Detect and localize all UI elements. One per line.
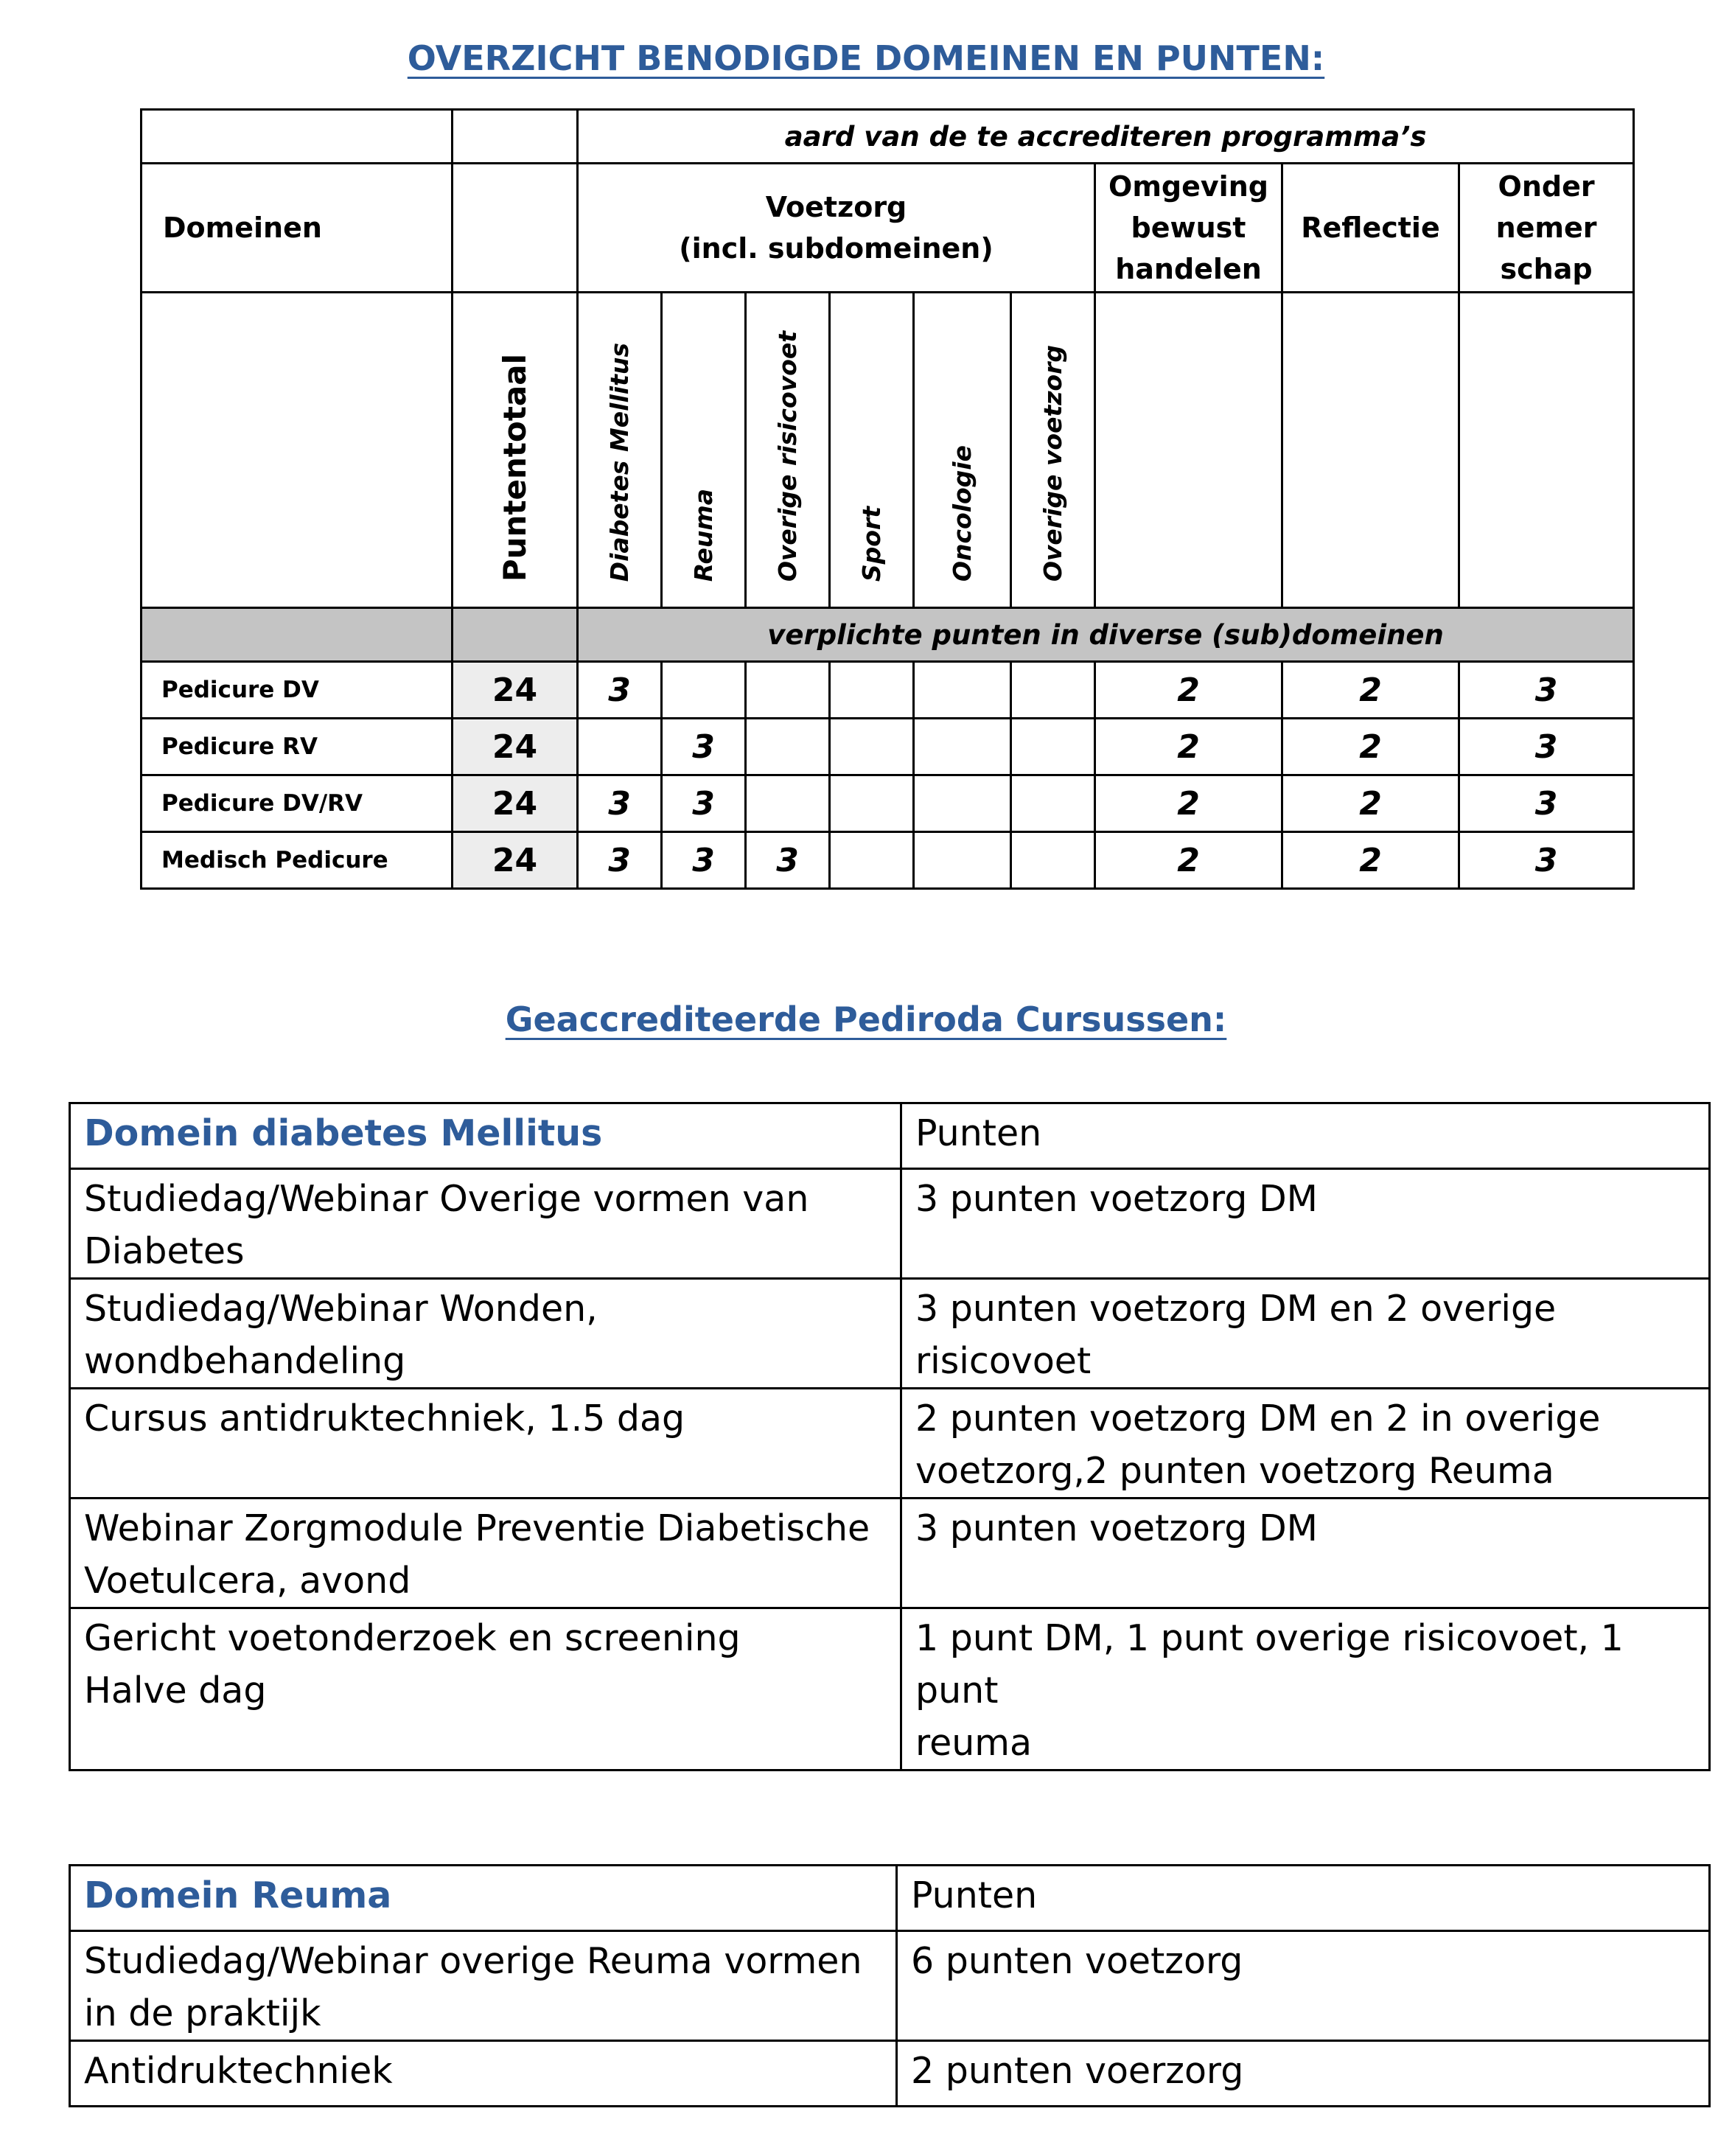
courses-heading: Geaccrediteerde Pediroda Cursussen: [505,999,1227,1039]
course-name [70,1608,901,1770]
col-overige-risicovoet [746,293,830,608]
row-label: Pedicure DV [142,662,453,719]
cell-overige-voetzorg [1011,832,1095,889]
points-line: 3 punten voetzorg DM [915,1178,1318,1220]
course-name [70,1389,901,1499]
col-reflectie: Reflectie [1282,164,1459,293]
table-row [142,719,1634,775]
cell-oncologie [914,832,1011,889]
course-points [897,1931,1710,2041]
course-name [70,1499,901,1608]
course-points [901,1279,1710,1389]
table-header-row [70,1103,1710,1169]
table-row [70,1389,1710,1499]
overview-heading: OVERZICHT BENODIGDE DOMEINEN EN PUNTEN: [407,38,1325,78]
empty-vertical-cell [1459,293,1634,608]
cell-omgeving: 2 [1095,775,1282,832]
cell-overige-voetzorg [1011,662,1095,719]
cell-ondernemerschap: 3 [1459,719,1634,775]
course-line: Studiedag/Webinar overige Reuma vormen [84,1940,862,1982]
row-total: 24 [453,719,578,775]
table-row [142,775,1634,832]
course-points [901,1499,1710,1608]
col-voetzorg-line2: (incl. subdomeinen) [679,232,994,265]
cell-overige-voetzorg [1011,775,1095,832]
course-points [897,2041,1710,2107]
row-total: 24 [453,662,578,719]
col-ondernemerschap [1459,164,1634,293]
cell-reflectie: 2 [1282,775,1459,832]
cell-reuma: 3 [662,775,746,832]
cell-reuma: 3 [662,719,746,775]
course-line: wondbehandeling [84,1340,406,1382]
table-row [70,1608,1710,1770]
subdomain-label: Oncologie [948,444,977,582]
cell-risicovoet [746,662,830,719]
course-line: Voetulcera, avond [84,1560,411,1602]
corner-cell-2 [453,110,578,164]
overview-table [140,108,1635,890]
course-line: Gericht voetonderzoek en screening [84,1617,741,1659]
cell-sport [830,719,914,775]
cell-ondernemerschap: 3 [1459,775,1634,832]
empty-header-cell [453,164,578,293]
points-line: voetzorg,2 punten voetzorg Reuma [915,1450,1554,1492]
subdomain-label: Overige risicovoet [773,330,802,582]
domain-header: Domein Reuma [70,1866,897,1931]
table-row [142,832,1634,889]
table-row [70,2041,1710,2107]
corner-cell [142,110,453,164]
cell-dm: 3 [578,662,662,719]
table-row [70,1279,1710,1389]
cell-oncologie [914,719,1011,775]
col-voetzorg-line1: Voetzorg [765,191,907,223]
col-omgeving-line1: Omgeving [1108,170,1268,203]
col-puntentotaal-label: Puntentotaal [497,353,533,582]
cell-sport [830,662,914,719]
cell-dm: 3 [578,775,662,832]
points-line: 6 punten voetzorg [911,1940,1243,1982]
cell-dm: 3 [578,832,662,889]
course-line: Studiedag/Webinar Overige vormen van [84,1178,809,1220]
row-total: 24 [453,832,578,889]
course-line: Antidruktechniek [84,2050,393,2092]
reuma-courses-table [69,1864,1711,2107]
col-sport [830,293,914,608]
course-name [70,1931,897,2041]
cell-dm [578,719,662,775]
course-line: Studiedag/Webinar Wonden, [84,1288,598,1330]
col-diabetes-mellitus [578,293,662,608]
col-omgeving [1095,164,1282,293]
cell-sport [830,832,914,889]
table-row [70,1169,1710,1279]
cell-omgeving: 2 [1095,832,1282,889]
subdomain-label: Reuma [689,488,718,582]
cell-risicovoet [746,719,830,775]
empty-vertical-cell [1095,293,1282,608]
col-voetzorg [578,164,1095,293]
course-points [901,1169,1710,1279]
cell-oncologie [914,662,1011,719]
col-ondernemerschap-line3: schap [1500,253,1593,285]
col-omgeving-line3: handelen [1115,253,1262,285]
col-reuma [662,293,746,608]
row-total: 24 [453,775,578,832]
points-line: reuma [915,1722,1033,1764]
col-overige-voetzorg [1011,293,1095,608]
subdomain-label: Sport [857,506,886,582]
row-label: Medisch Pedicure [142,832,453,889]
cell-sport [830,775,914,832]
cell-reuma: 3 [662,832,746,889]
points-line: 3 punten voetzorg DM [915,1507,1318,1549]
cell-reflectie: 2 [1282,719,1459,775]
cell-omgeving: 2 [1095,719,1282,775]
points-line: 2 punten voetzorg DM en 2 in overige [915,1398,1601,1440]
course-points [901,1608,1710,1770]
table-row [70,1931,1710,2041]
course-name [70,1279,901,1389]
points-line: risicovoet [915,1340,1092,1382]
table-header-row [70,1866,1710,1931]
grey-band-cell [453,608,578,662]
cell-risicovoet: 3 [746,832,830,889]
course-name [70,2041,897,2107]
row-label: Pedicure DV/RV [142,775,453,832]
points-line: 2 punten voerzorg [911,2050,1244,2092]
row-label: Pedicure RV [142,719,453,775]
cell-oncologie [914,775,1011,832]
col-puntentotaal [453,293,578,608]
course-line: in de praktijk [84,1992,321,2034]
col-ondernemerschap-line1: Onder [1498,170,1595,203]
cell-reflectie: 2 [1282,832,1459,889]
col-oncologie [914,293,1011,608]
course-line: Webinar Zorgmodule Preventie Diabetische [84,1507,870,1549]
table-row [70,1499,1710,1608]
cell-ondernemerschap: 3 [1459,832,1634,889]
cell-omgeving: 2 [1095,662,1282,719]
diabetes-courses-table [69,1102,1711,1771]
empty-vertical-cell [1282,293,1459,608]
cell-overige-voetzorg [1011,719,1095,775]
grey-band-cell [142,608,453,662]
course-line: Diabetes [84,1230,245,1272]
points-line: 1 punt DM, 1 punt overige risicovoet, 1 punt [915,1617,1624,1712]
points-header: Punten [901,1103,1710,1169]
empty-vertical-cell [142,293,453,608]
cell-reflectie: 2 [1282,662,1459,719]
domain-header: Domein diabetes Mellitus [70,1103,901,1169]
cell-risicovoet [746,775,830,832]
table-row [142,662,1634,719]
program-type-header: aard van de te accrediteren programma’s [578,110,1634,164]
cell-reuma [662,662,746,719]
course-points [901,1389,1710,1499]
mandatory-points-band: verplichte punten in diverse (sub)domeinen [578,608,1634,662]
course-line: Cursus antidruktechniek, 1.5 dag [84,1398,685,1440]
course-name [70,1169,901,1279]
points-header: Punten [897,1866,1710,1931]
col-omgeving-line2: bewust [1131,212,1246,244]
course-line: Halve dag [84,1670,267,1712]
cell-ondernemerschap: 3 [1459,662,1634,719]
subdomain-label: Diabetes Mellitus [605,342,634,582]
points-line: 3 punten voetzorg DM en 2 overige [915,1288,1557,1330]
subdomain-label: Overige voetzorg [1038,344,1067,582]
col-ondernemerschap-line2: nemer [1495,212,1597,244]
col-domeinen: Domeinen [142,164,453,293]
